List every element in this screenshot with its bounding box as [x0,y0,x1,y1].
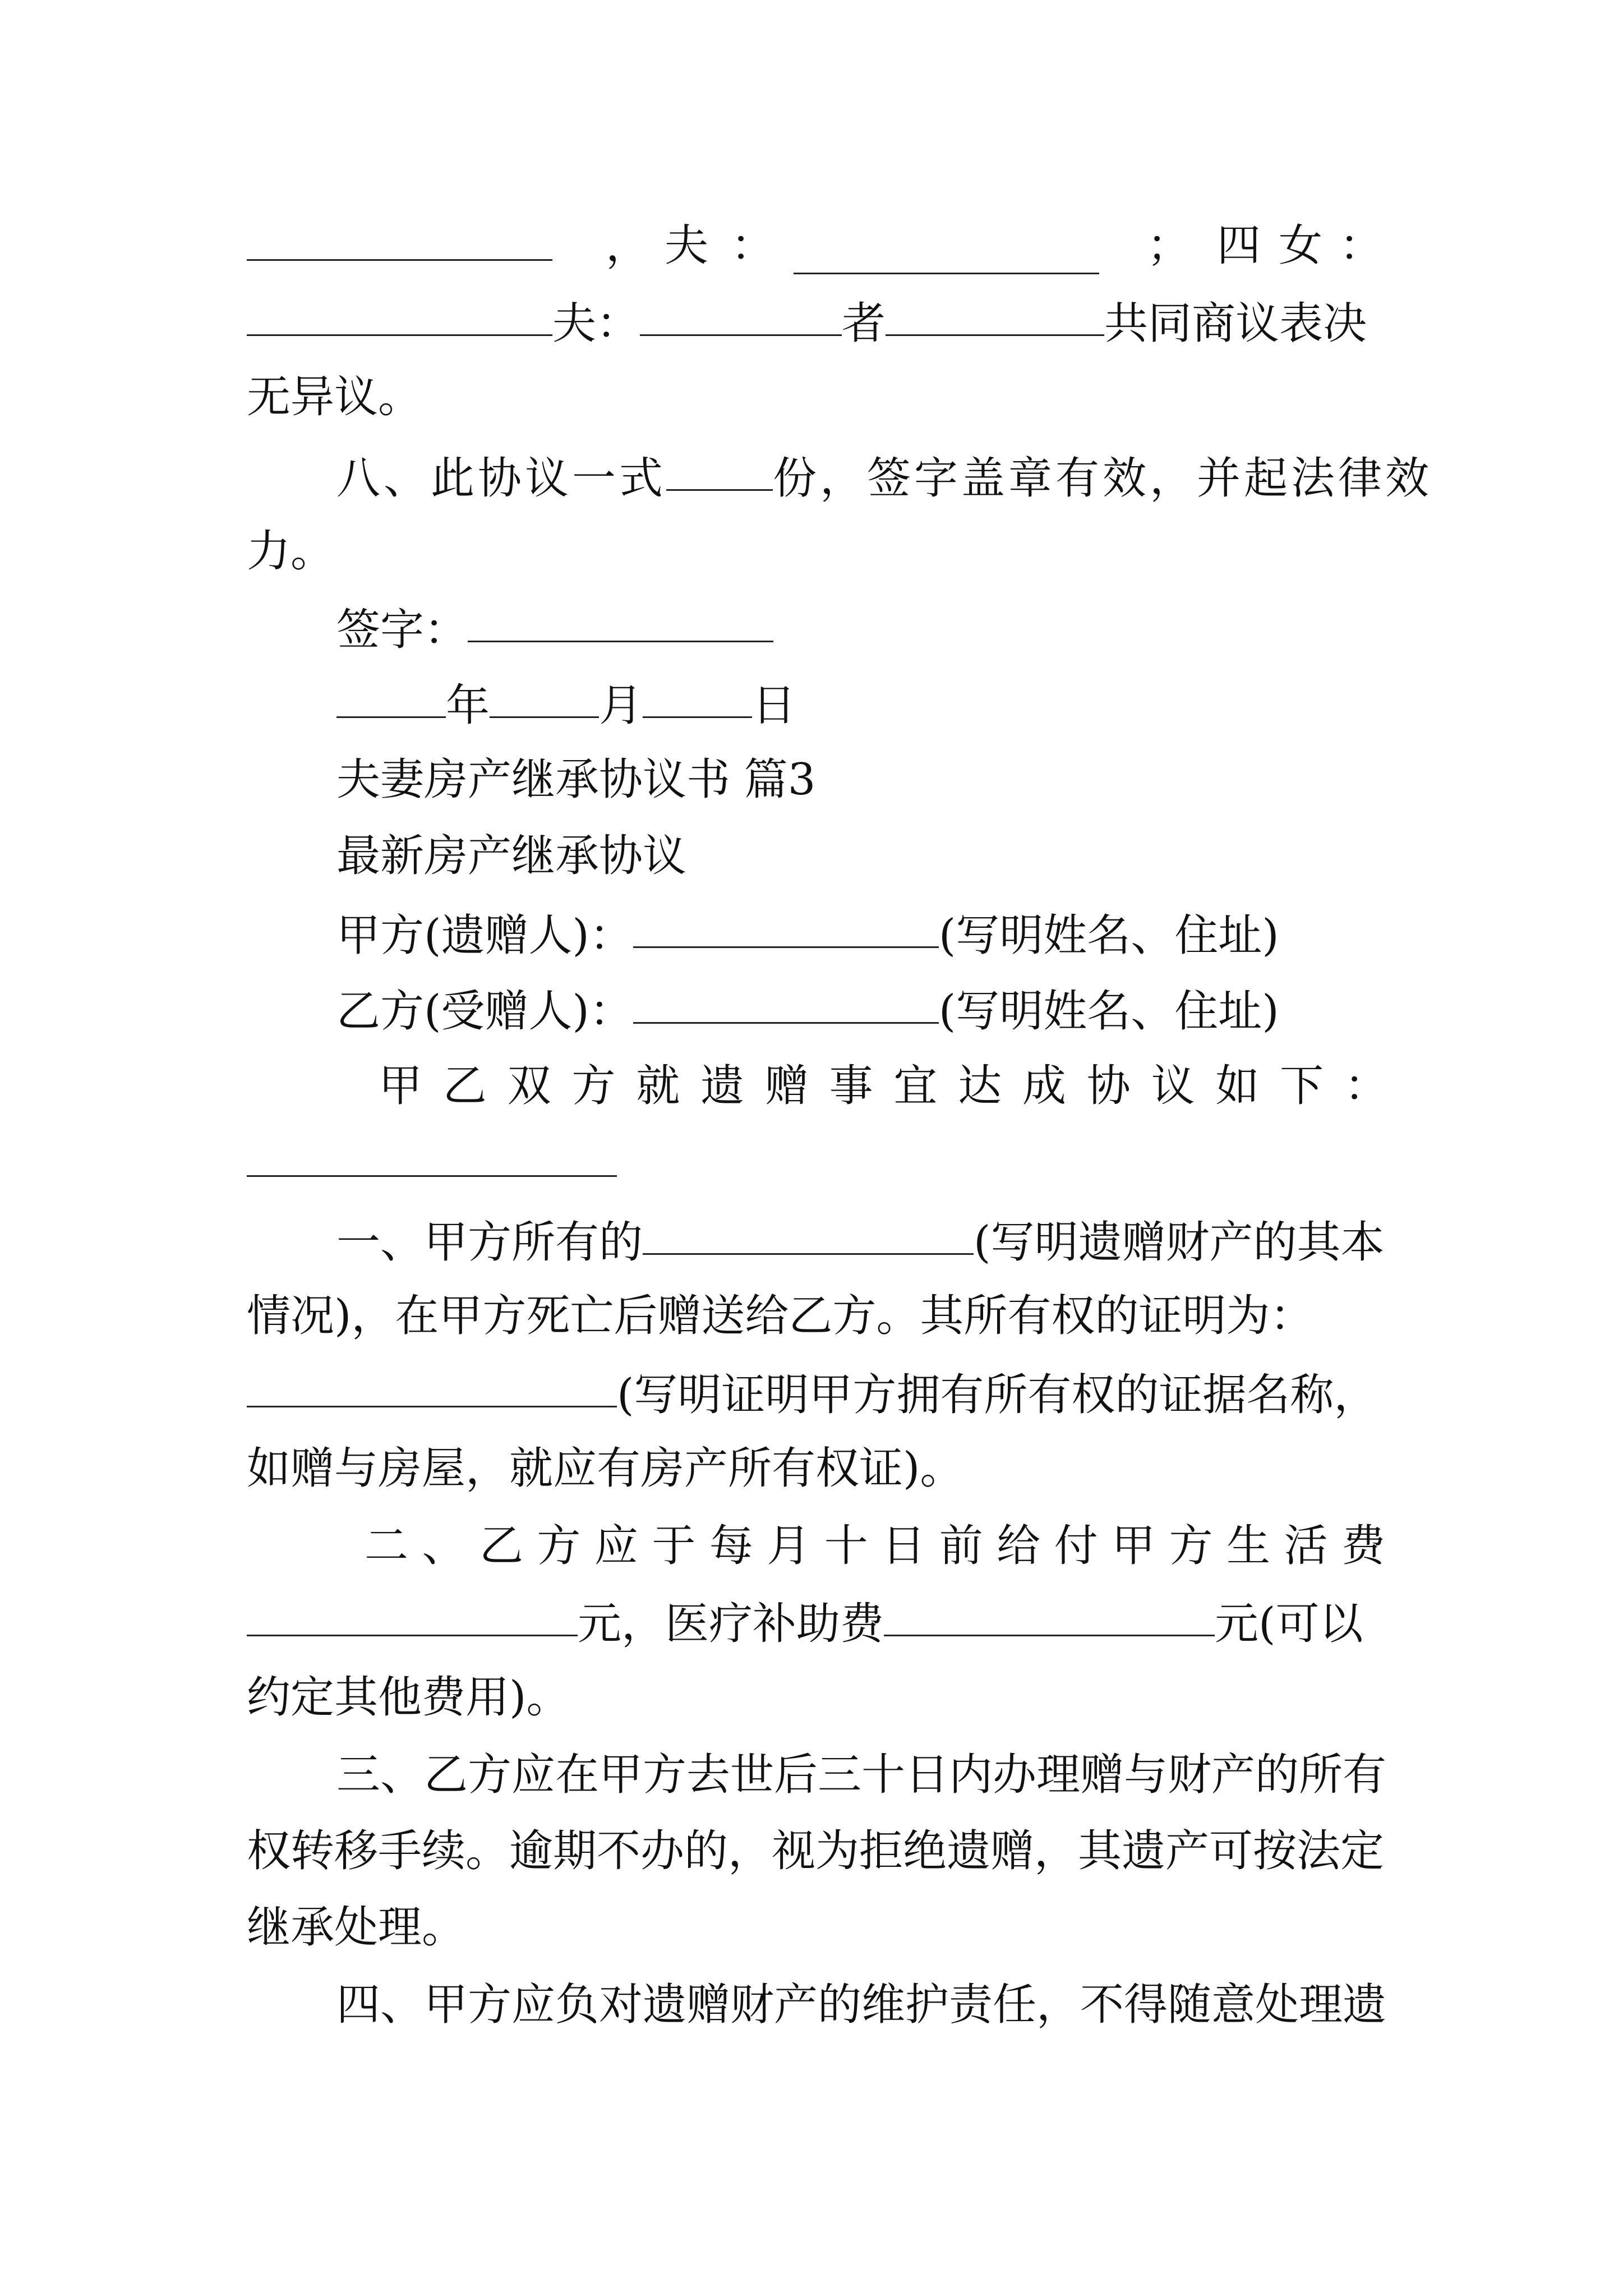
blank-field [247,1121,617,1177]
section-title: 夫妻房产继承协议书 篇3 [336,754,816,805]
char: 达 [958,1061,1002,1111]
char: 双 [507,1061,551,1111]
text-span: (写明遗赠财产的其本 [974,1217,1385,1268]
section-subtitle: 最新房产继承协议 [336,831,687,881]
text-line [336,589,1391,665]
text-span: 八、此协议一式 [336,453,667,504]
char: ： [1344,1061,1388,1111]
blank-field [794,219,1099,274]
text-span: 甲方(遗赠人)： [336,910,633,961]
blank-field [884,1581,1215,1636]
blank-field [666,435,773,491]
text-line [247,208,1400,284]
text-line [336,1202,1391,1278]
blank-field [640,280,842,336]
text-line: 权转移手续。逾期不办的，视为拒绝遗赠，其遗产可按法定 [247,1826,1385,1876]
blank-field [336,662,446,718]
text-span: 乙方(受赠人)： [336,986,633,1037]
text-span: (写明姓名、住址) [938,986,1279,1037]
blank-field [247,1581,578,1636]
char: 日 [882,1521,926,1571]
text-span: 者 [842,298,886,349]
text-span: 女： [1279,220,1400,271]
text-span: 年 [446,680,490,731]
char: 付 [1054,1521,1098,1571]
char: 方 [1169,1521,1213,1571]
text-line [365,1508,1385,1584]
char: 于 [652,1521,696,1571]
blank-field [633,968,939,1024]
char: 甲 [1112,1521,1156,1571]
text-span: 一、甲方所有的 [336,1217,643,1268]
char: 如 [1215,1061,1260,1111]
text-span: 日 [752,680,796,731]
date-line [336,665,1391,741]
char: 成 [1022,1061,1066,1111]
char: 遗 [700,1061,744,1111]
char: 前 [939,1521,983,1571]
char: 事 [829,1061,873,1111]
text-line [379,1048,1388,1124]
text-line [247,283,1391,359]
text-span: 共同商议表决 [1104,298,1367,349]
text-span: 月 [599,680,643,731]
blank-field [490,662,599,718]
char: 生 [1227,1521,1271,1571]
char: 应 [594,1521,638,1571]
text-span: 份，签字盖章有效，并起法律效 [773,453,1433,504]
text-line: 继承处理。 [247,1902,466,1953]
text-span: 夫： [665,220,797,271]
char: 、 [422,1521,466,1571]
text-span: ； [1147,220,1191,271]
char: 十 [824,1521,868,1571]
char: 费 [1341,1521,1385,1571]
text-line [336,895,1391,971]
char: 宜 [893,1061,938,1111]
char: 月 [767,1521,811,1571]
char: 方 [571,1061,616,1111]
char: 协 [1086,1061,1131,1111]
char: 每 [709,1521,753,1571]
char: 方 [537,1521,581,1571]
blank-line [247,1124,1391,1200]
text-line: 三、乙方应在甲方去世后三十日内办理赠与财产的所有 [336,1750,1387,1800]
text-line [336,438,1433,514]
text-span: ， [606,220,650,271]
text-span: 元(可以 [1215,1599,1363,1649]
char: 乙 [442,1061,487,1111]
blank-field [247,280,552,336]
signature-blank [468,587,773,642]
text-span: (写明证明甲方拥有所有权的证据名称， [617,1370,1378,1420]
char: 就 [636,1061,680,1111]
blank-field [886,280,1104,336]
blank-field [247,1352,617,1407]
blank-field [643,662,752,718]
blank-field [633,892,939,948]
text-line [247,1583,1391,1659]
char: 议 [1151,1061,1195,1111]
text-span: 元，医疗补助费 [578,1599,884,1649]
text-line: 如赠与房屋，就应有房产所有权证)。 [247,1443,964,1494]
char: 下 [1280,1061,1324,1111]
char: 乙 [479,1521,523,1571]
char: 给 [997,1521,1041,1571]
char: 甲 [379,1061,423,1111]
text-line [247,1354,1391,1430]
text-span: 四 [1217,220,1261,271]
text-line: 无异议。 [247,372,422,422]
text-line: 情况)，在甲方死亡后赠送给乙方。其所有权的证明为： [247,1291,1314,1341]
text-span: 夫： [552,298,640,349]
text-line: 力。 [247,526,335,577]
signature-label: 签字： [336,605,468,655]
char: 赠 [764,1061,809,1111]
text-line: 四、甲方应负对遗赠财产的维护责任，不得随意处理遗 [336,1980,1387,2030]
char: 二 [365,1521,409,1571]
blank-field [247,205,552,261]
blank-field [643,1199,974,1255]
text-line: 约定其他费用)。 [247,1672,570,1723]
text-span: (写明姓名、住址) [938,910,1279,961]
char: 活 [1284,1521,1328,1571]
text-line [336,970,1391,1047]
